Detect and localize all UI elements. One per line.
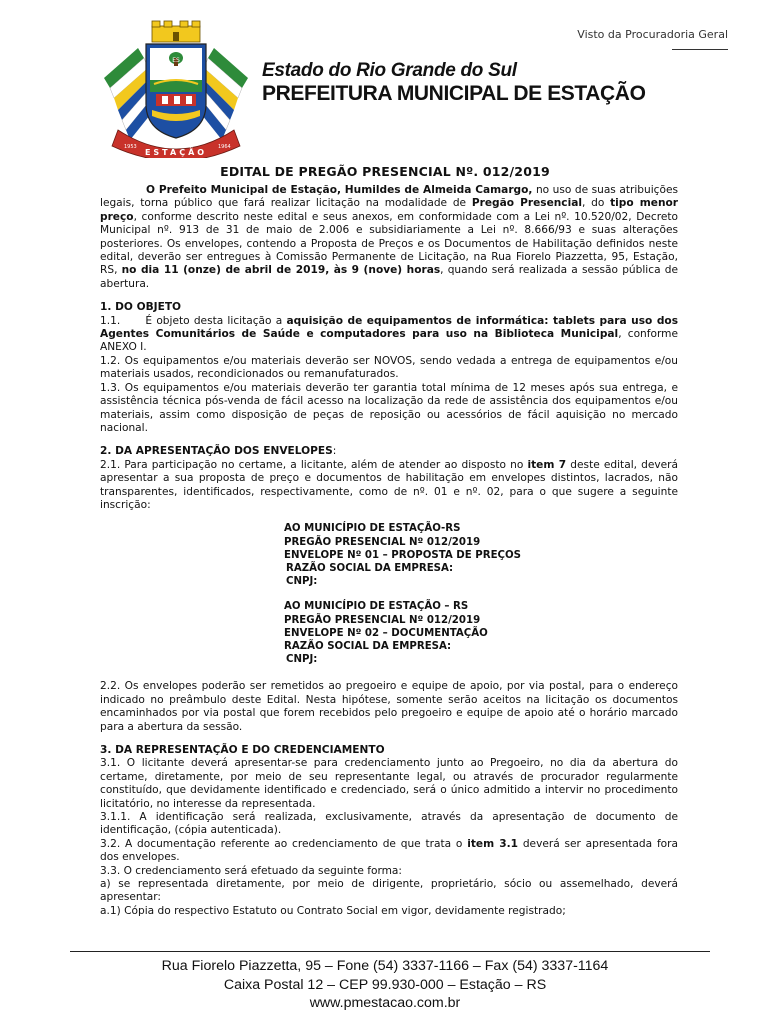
document-title: EDITAL DE PREGÃO PRESENCIAL Nº. 012/2019 [220, 164, 550, 179]
visto-label: Visto da Procuradoria Geral [577, 28, 728, 41]
paragraph-2-2: 2.2. Os envelopes poderão ser remetidos ao pregoeiro e equipe de apoio, por via postal, para o endereço indicado no preâmbulo deste Edital. Nesta hipótese, somente serão aceitos na licitação os documentos encaminhados por via postal que forem recebidos pelo pregoeiro e equipe de apoio até o horário marcado para a abertura da sessão. [100, 680, 678, 733]
state-name: Estado do Rio Grande do Sul [262, 60, 517, 81]
env1-line-1: AO MUNICÍPIO DE ESTAÇÃO-RS [284, 523, 461, 535]
paragraph-3-1: 3.1. O licitante deverá apresentar-se para credenciamento junto ao Pregoeiro, no dia da abertura do certame, diretamente, por meio de seu representante legal, ou através de procurador regularmente constituído, que devidamente identificado e credenciado, será o único admitido a intervir no procedimento licitatório, no interesse da representada. [100, 757, 678, 810]
section-2-heading-colon: : [332, 445, 337, 458]
intro-bold-1: O Prefeito Municipal de Estação, Humildes de Almeida Camargo, [146, 184, 533, 196]
intro-text-1: no uso de suas atribuições legais, torna público que fará realizar licitação na modalidade de [100, 184, 678, 210]
spacer [100, 512, 678, 522]
env2-line-1: AO MUNICÍPIO DE ESTAÇÃO – RS [284, 601, 469, 613]
spacer [100, 588, 678, 600]
p11-text-a: 1.1. É objeto desta licitação a [100, 314, 287, 327]
intro-text-3: , conforme descrito neste edital e seus anexos, em conformidade com a Lei nº. 10.520/02, Decreto Municipal nº. 913 de 31 de maio de 2.006 e subsidiariamente a Lei nº. 8.666/93 e suas alterações posteriores. Os envelopes, contendo a Proposta de Preços e os Documentos de Habilitação definidos neste edital, deverão ser entregues à Comissão Permanente de Licitação, na Rua Fiorelo Piazzetta, 95, Estação, RS, [100, 210, 678, 277]
paragraph-3-2 [100, 838, 678, 865]
paragraph-3-1-1: 3.1.1. A identificação será realizada, exclusivamente, através da apresentação de documento de identificação, (cópia autenticada). [100, 811, 678, 837]
footer-address: Rua Fiorelo Piazzetta, 95 – Fone (54) 3337-1166 – Fax (54) 3337-1164 [161, 958, 609, 974]
crest-year-left: 1953 [124, 144, 137, 150]
crest-crown [152, 21, 200, 42]
p21-bold: item 7 [527, 458, 567, 471]
footer-postal: Caixa Postal 12 – CEP 99.930-000 – Estação – RS [223, 976, 547, 993]
section-2-heading [100, 445, 678, 458]
crest-seal-text: ES [172, 57, 180, 64]
p21-text-c: deste edital, deverá apresentar a sua proposta de preço e documentos de habilitação em envelopes distintos, lacrados, não transparentes, identificados, respectivamente, como de nº. 01 e nº. 02, para o que sugere a seguinte inscrição: [100, 458, 678, 511]
spacer [100, 666, 678, 680]
env2-line-2: PREGÃO PRESENCIAL Nº 012/2019 [284, 614, 481, 626]
intro-bold-3: tipo menor preço [100, 197, 678, 223]
env1-line-2: PREGÃO PRESENCIAL Nº 012/2019 [284, 536, 481, 548]
footer-website-link[interactable]: www.pmestacao.com.br [309, 995, 461, 1011]
envelope-2-label [284, 600, 678, 666]
env2-line-5: CNPJ: [286, 654, 318, 666]
visto-procuradoria [577, 28, 728, 50]
intro-text-4: , quando será realizada a sessão pública de abertura. [100, 264, 678, 290]
section-2-heading-text: 2. DA APRESENTAÇÃO DOS ENVELOPES [100, 445, 333, 458]
signature-line [672, 41, 728, 50]
document-body [100, 184, 678, 918]
footer [0, 957, 770, 1013]
env2-line-4: RAZÃO SOCIAL DA EMPRESA: [284, 640, 452, 652]
envelope-1-label [284, 522, 678, 588]
paragraph-a1: a.1) Cópia do respectivo Estatuto ou Contrato Social em vigor, devidamente registrado; [100, 904, 566, 917]
footer-divider [70, 951, 710, 952]
paragraph-3-3: 3.3. O credenciamento será efetuado da seguinte forma: [100, 864, 402, 877]
municipal-crest-logo [100, 18, 252, 158]
env1-line-4: RAZÃO SOCIAL DA EMPRESA: [286, 562, 454, 574]
prefeitura-name: PREFEITURA MUNICIPAL DE ESTAÇÃO [262, 82, 646, 105]
intro-bold-4: no dia 11 (onze) de abril de 2019, às 9 (nove) horas [121, 264, 441, 277]
p11-bold: aquisição de equipamentos de informática: tablets para uso dos Agentes Comunitários de Saúde e computadores para uso na Biblioteca Municipal [100, 314, 679, 341]
env1-line-5: CNPJ: [286, 576, 318, 588]
paragraph-2-1 [100, 459, 678, 513]
paragraph-1-3: 1.3. Os equipamentos e/ou materiais deverão ter garantia total mínima de 12 meses após sua entrega, e assistência técnica pós-venda de fácil acesso na localização da rede de assistência dos equipamentos e/ou materiais, assim como disposição de peças de reposição ou acessórios de fácil aquisição no mercado nacional. [100, 381, 678, 434]
p32-bold: item 3.1 [467, 837, 519, 850]
intro-bold-2: Pregão Presencial [471, 197, 582, 210]
p32-text-a: 3.2. A documentação referente ao credenciamento de que trata o [100, 837, 468, 850]
paragraph-a: a) se representada diretamente, por meio de dirigente, proprietário, sócio ou assemelhado, deverá apresentar: [100, 878, 678, 904]
intro-paragraph [100, 184, 678, 291]
env1-line-3: ENVELOPE Nº 01 – PROPOSTA DE PREÇOS [284, 549, 522, 561]
crest-ribbon-text: ESTAÇÃO [144, 148, 208, 157]
section-3-heading: 3. DA REPRESENTAÇÃO E DO CREDENCIAMENTO [100, 744, 385, 756]
intro-text-2: , do [582, 197, 611, 210]
crest-year-right: 1964 [218, 144, 231, 150]
p11-text-c: , conforme ANEXO I. [100, 328, 678, 354]
p32-text-c: deverá ser apresentada fora dos envelopes. [100, 837, 678, 864]
paragraph-1-1 [100, 315, 678, 355]
crest-shield [146, 44, 206, 138]
section-1-heading: 1. DO OBJETO [100, 301, 182, 314]
env2-line-3: ENVELOPE Nº 02 – DOCUMENTAÇÃO [284, 627, 488, 639]
p21-text-a: 2.1. Para participação no certame, a licitante, além de atender ao disposto no [100, 458, 528, 471]
paragraph-1-2: 1.2. Os equipamentos e/ou materiais deverão ser NOVOS, sendo vedada a entrega de equipamentos e/ou materiais usados, recondicionados ou remanufaturados. [100, 354, 678, 381]
